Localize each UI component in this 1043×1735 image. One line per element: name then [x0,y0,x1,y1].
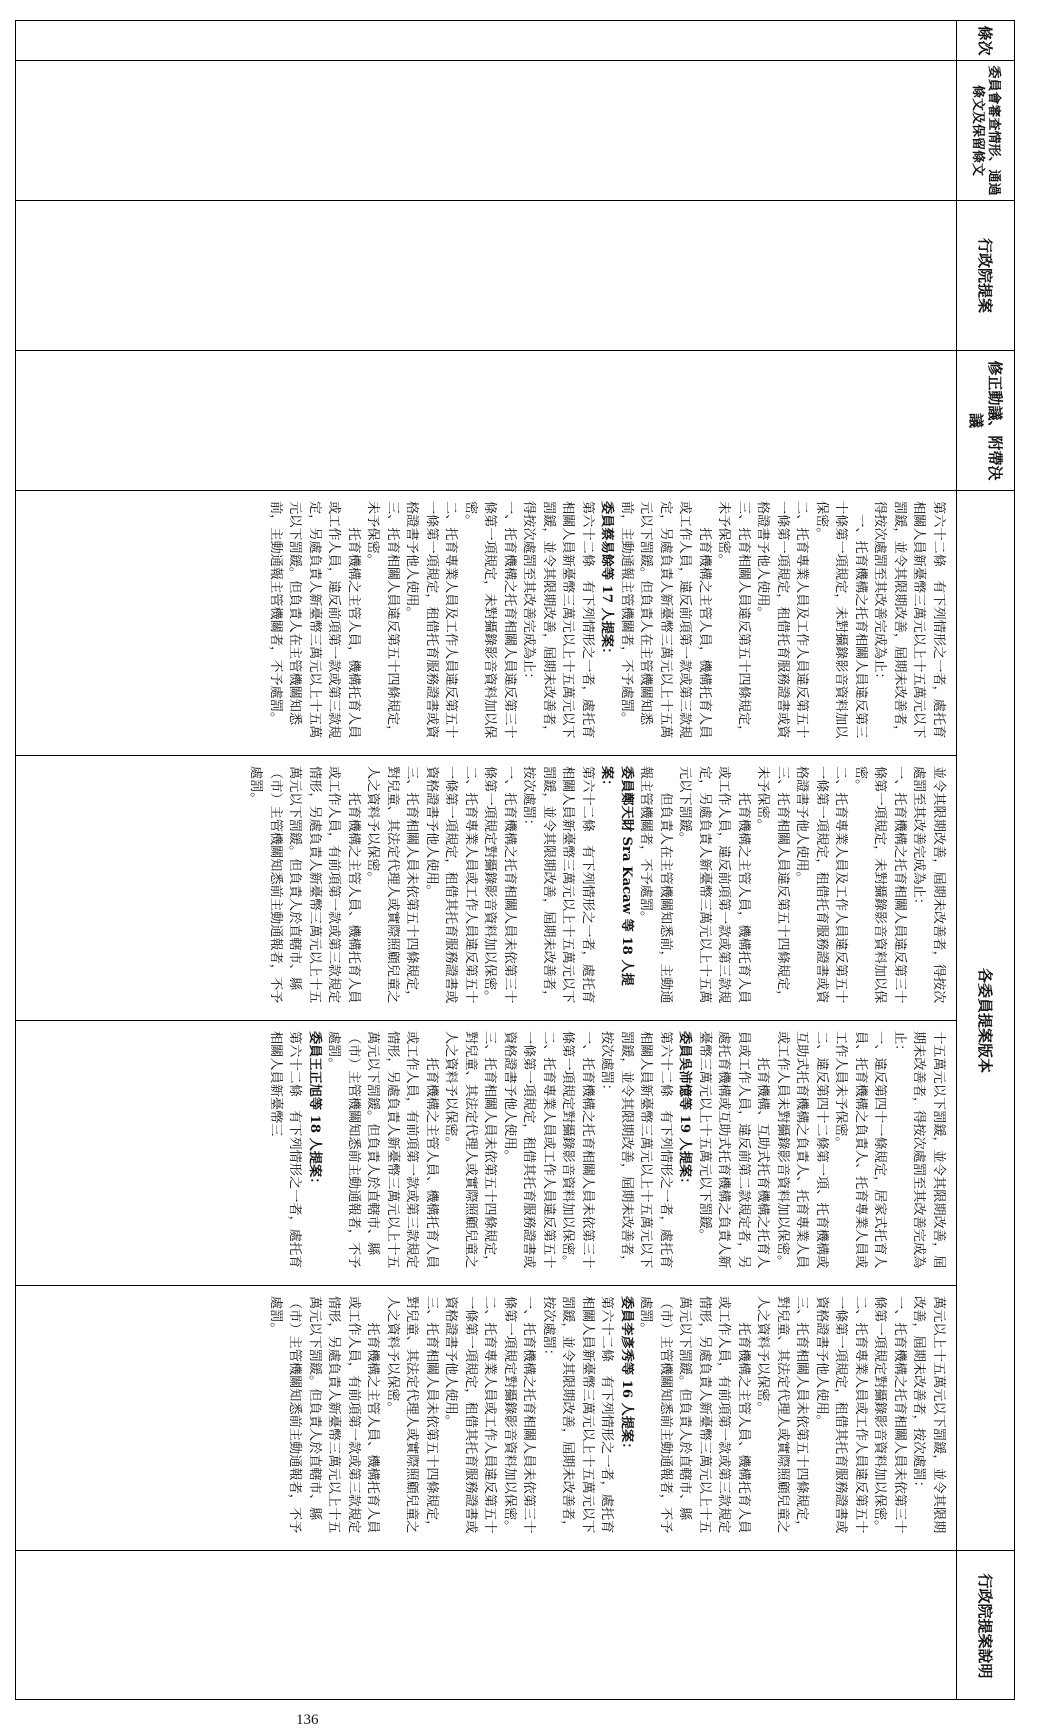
provision-paragraph: 三、托育相關人員未依第五十四條規定，對兒童、其法定代理人或實際照顧兒童之人之資料予以保密。 [755,1296,810,1534]
version-column-1-text [16,491,956,755]
provision-paragraph: 托育機構、互助式托育機構之托育人員或工作人員，違反前第二款規定者，另處托育機構或互助式托育機構之負責人新臺幣三萬元以上十五萬元以下罰鍰。 [697,1031,771,1269]
provision-paragraph: 一、違反第四十一條規定，居家式托育人員、托育機構之負責人、托育專業人員或工作人員未予保密。 [833,1031,888,1269]
header-committee-review: 委員會審查情形、通過條文及保留條文 [956,61,1014,201]
rotated-page [0,5,1025,1710]
page-number: 136 [296,1712,319,1728]
provision-paragraph: 三、托育相關人員未依第五十四條規定，對兒童、其法定代理人或實際照顧兒童之人之資料予以保密。 [365,766,420,1004]
provision-paragraph: 托育機構之主管人員，機構托育人員或工作人員，違反前項第一款或第三款規定，另處負責人新臺幣三萬元以上十五萬元以下罰鍰。但負責人在主管機關知悉前，主動通報主管機關者，不予處罰。 [619,501,712,739]
provision-paragraph: 並令其限期改善，屆期未改善者，得按次處罰至其改善完成為止： [911,766,946,1004]
provision-paragraph: 一、托育機構之托育相關人員違反第三十條第一項規定，未對攝錄影音資料加以保密。 [853,766,907,1004]
provision-paragraph: 第六十二條 有下列情形之一者，處托育相關人員新臺幣三萬元以上十五萬元以下罰鍰，並令其限期改善，屆期未改善者，按次處罰： [541,1296,615,1534]
provision-paragraph: 第六十二條 有下列情形之一者，處托育相關人員新臺幣三萬元以上十五萬元以下罰鍰，並令其限期改善，屆期未改善者，按次處罰： [599,1031,673,1269]
provision-paragraph: 第六十二條 有下列情形之一者，處托育相關人員新臺幣三萬元以上十五萬元以下罰鍰，並令其限期改善，屆期未改善者，得按次處罰至其改善完成為止： [521,501,595,739]
provision-paragraph: 三、托育相關人員違反第五十四條規定，未予保密。 [365,501,400,739]
provision-paragraph: 一、托育機構之托育相關人員未依第三十條第一項規定對攝錄影音資料加以保密。 [560,1031,595,1269]
version-column-3-text [16,1021,956,1285]
header-article: 條次 [956,21,1014,61]
provision-paragraph: 托育機構之主管人員，機構托育人員或工作人員，違反前項第一款或第三款規定，另處負責人新臺幣三萬元以上十五萬元以下罰鍰。 [677,766,751,1004]
provision-paragraph: 一、托育機構之托育相關人員未依第三十條第一項規定對攝錄影音資料加以保密。 [502,1296,537,1534]
comparison-table [15,20,1015,1700]
provision-paragraph: 三、托育相關人員未依第五十四條規定，對兒童、其法定代理人或實際照顧兒童之人之資料予以保密。 [385,1296,439,1534]
provision-paragraph: 一、托育機構之托育相關人員違反第三十條第一項規定，未對攝錄影音資料加以保密。 [814,501,868,739]
proposer-heading: 委員鄭天財 Sra Kacaw 等 18 人提案： [599,766,634,986]
column-committee-review [16,61,956,201]
provision-paragraph: 三、托育相關人員未依第五十四條規定，對兒童、其法定代理人或實際照顧兒童之人之資料予以保密。 [443,1031,498,1269]
provision-paragraph: 一、托育機構之托育相關人員未依第三十條第一項規定對攝錄影音資料加以保密。 [482,766,517,1004]
header-committee-versions: 各委員提案版本 [956,491,1014,1551]
header-amendment: 修正動議、附帶決議 [956,351,1014,491]
provision-paragraph: 二、托育專業人員或工作人員違反第五十一條第一項規定，租借其托育服務證書或資格證書予他人使用。 [502,1031,556,1269]
provision-paragraph: 第六十二條 有下列情形之一者，處托育相關人員新臺幣三萬元以上十五萬元以下罰鍰，並令其限期改善，屆期未改善者，按次處罰： [521,766,595,1004]
version-column-3 [16,1021,956,1286]
column-executive-draft [16,201,956,351]
provision-paragraph: 二、托育專業人員或工作人員違反第五十一條第一項規定，租借其托育服務證書或資格證書予他人使用。 [443,1296,498,1534]
provision-paragraph: 二、托育專業人員及工作人員違反第五十一條第一項規定，租借托育服務證書或資格證書予他人使用。 [794,766,849,1004]
provision-paragraph: 三、托育相關人員違反第五十四條規定，未予保密。 [755,766,790,1004]
provision-paragraph: 托育機構之主管人員、機構托育人員或工作人員，有前項第一款或第三款規定情形，另處負責人新臺幣三萬元以上十五萬元以下罰鍰。但負責人於直轄市、縣（市）主管機關知悉前主動通報者，不予處罰。 [638,1296,751,1534]
provision-paragraph: 三、托育相關人員違反第五十四條規定，未予保密。 [716,501,751,739]
header-executive-explanation: 行政院提案說明 [976,1573,995,1679]
table-header-row [956,21,1014,1699]
version-column-4 [16,1286,956,1551]
provision-paragraph: 但負責人在主管機關知悉前，主動通報主管機關者，不予處罰。 [638,766,673,1004]
provision-paragraph: 第六十二條 有下列情形之一者，處托育相關人員新臺幣三 [268,1031,303,1269]
column-amendment [16,351,956,491]
provision-paragraph: 一、托育機構之托育相關人員未依第三十條第一項規定對攝錄影音資料加以保密。 [872,1296,907,1534]
column-executive-explanation [16,1551,956,1701]
version-column-1 [16,491,956,756]
column-article [16,21,956,61]
proposer-heading: 委員李彥秀等 16 人提案： [619,1296,634,1456]
provision-paragraph: 二、違反第四十二條第一項、托育機構或互助式托育機構之負責人、托育專業人員或工作人員未對攝錄影音資料加以保密。 [775,1031,829,1269]
provision-paragraph: 十五萬元以下罰鍰，並令其限期改善，屆期未改善者，得按次處罰至其改善完成為止： [892,1031,946,1269]
provision-paragraph: 二、托育專業人員及工作人員違反第五十一條第一項規定，租借托育服務證書或資格證書予他人使用。 [404,501,459,739]
provision-paragraph: 萬元以上十五萬元以下罰鍰，並令其限期改善，屆期未改善者，按次處罰： [911,1296,946,1534]
provision-paragraph: 二、托育專業人員及工作人員違反第五十一條第一項規定，租借托育服務證書或資格證書予他人使用。 [755,501,810,739]
version-column-2-text [16,756,956,1020]
provision-paragraph: 托育機構之主管人員，機構托育人員或工作人員，違反前項第一款或第三款規定，另處負責人新臺幣三萬元以上十五萬元以下罰鍰。但負責人在主管機關知悉前，主動通報主管機關者，不予處罰。 [268,501,361,739]
provision-paragraph: 托育機構之主管人員、機構托育人員或工作人員，有前項第一款或第三款規定情形，另處負責人新臺幣三萬元以上十五萬元以下罰鍰。但負責人於直轄市、縣（市）主管機關知悉前主動通報者，不予處罰。 [326,1031,439,1269]
version-column-2 [16,756,956,1021]
proposer-heading: 委員蔡易餘等 17 人提案： [599,501,615,661]
provision-paragraph: 托育機構之主管人員、機構托育人員或工作人員，有前項第一款或第三款規定情形，另處負責人新臺幣三萬元以上十五萬元以下罰鍰。但負責人於直轄市、縣（市）主管機關知悉前主動通報者，不予處罰。 [248,766,361,1004]
version-column-4-text [16,1286,956,1550]
provision-paragraph: 二、托育專業人員或工作人員違反第五十一條第一項規定，租借其托育服務證書或資格證書予他人使用。 [814,1296,868,1534]
proposer-heading: 委員吳沛憶等 19 人提案： [677,1031,693,1191]
provision-paragraph: 二、托育專業人員或工作人員違反第五十一條第一項規定，租借其托育服務證書或資格證書予他人使用。 [424,766,478,1004]
provision-paragraph: 第六十二條 有下列情形之一者，處托育相關人員新臺幣三萬元以上十五萬元以下罰鍰，並令其限期改善，屆期未改善者，得按次處罰至其改善完成為止： [872,501,946,739]
provision-paragraph: 托育機構之主管人員、機構托育人員或工作人員，有前項第一款或第三款規定情形，另處負責人新臺幣三萬元以上十五萬元以下罰鍰。但負責人於直轄市、縣（市）主管機關知悉前主動通報者，不予處罰。 [268,1296,381,1534]
header-executive-draft: 行政院提案 [956,201,1014,351]
proposer-heading: 委員王正旭等 18 人提案： [307,1031,322,1191]
provision-paragraph: 一、托育機構之托育相關人員違反第三十條第一項規定，未對攝錄影音資料加以保密。 [463,501,517,739]
